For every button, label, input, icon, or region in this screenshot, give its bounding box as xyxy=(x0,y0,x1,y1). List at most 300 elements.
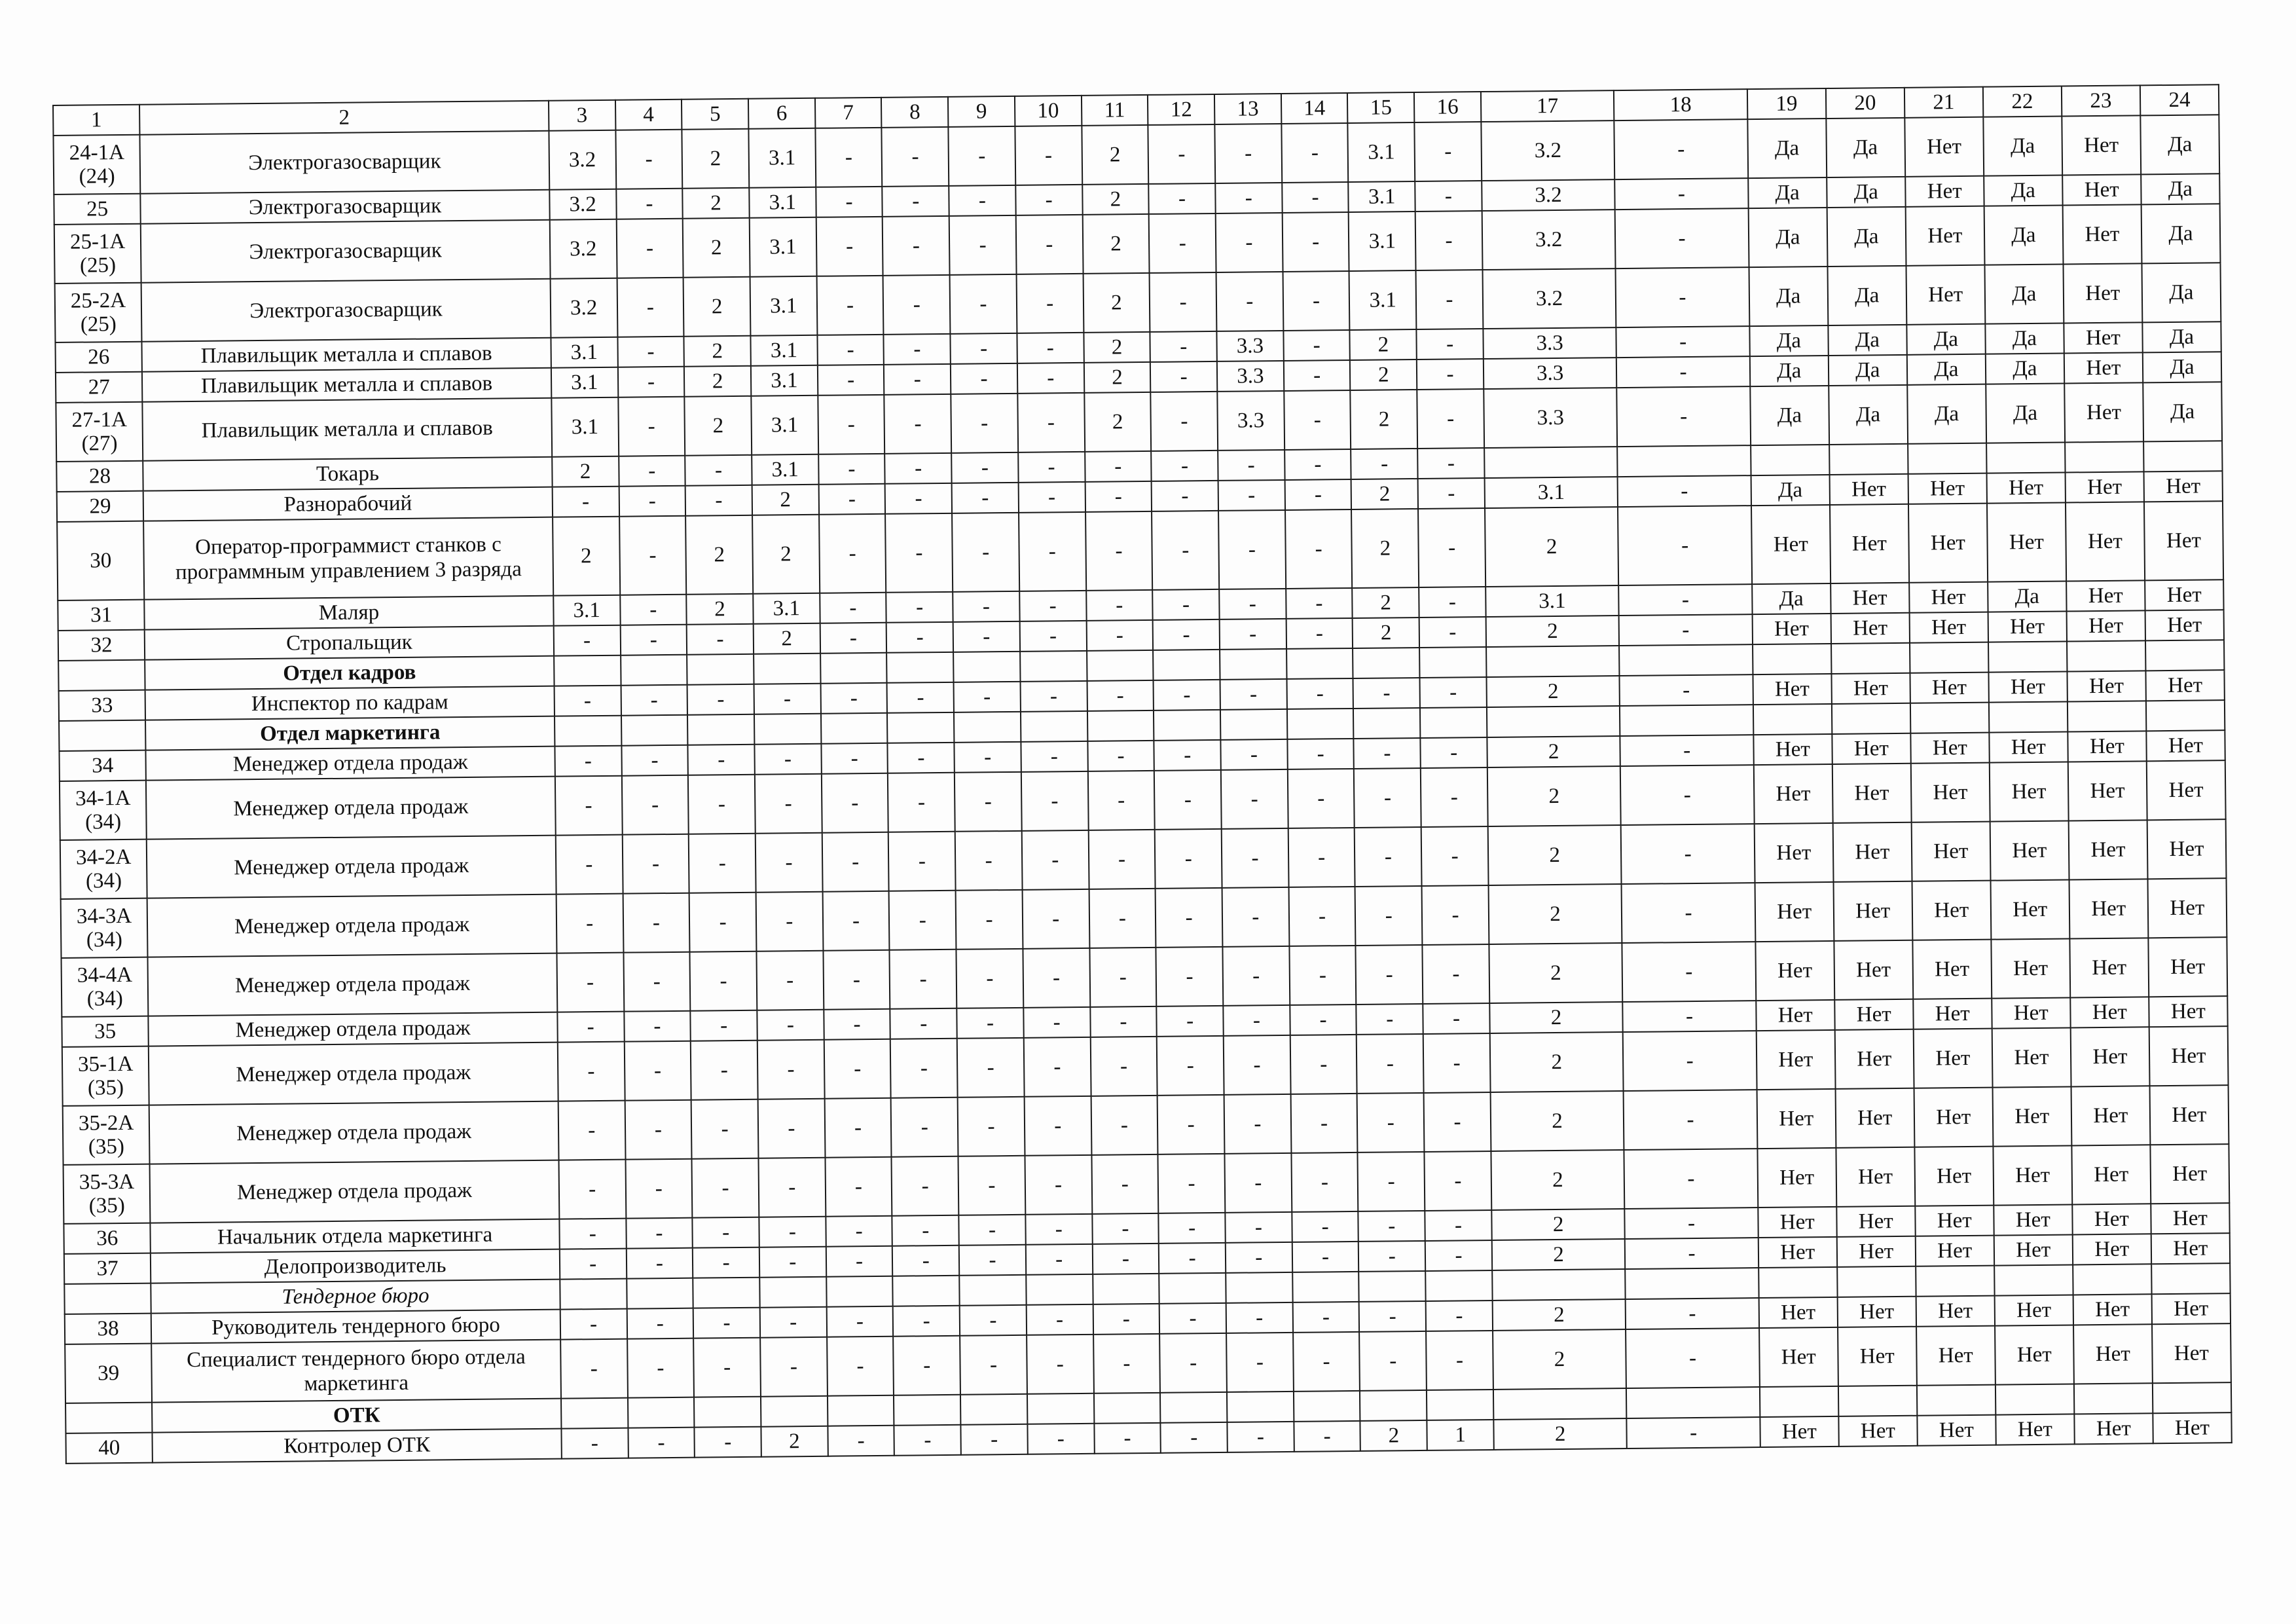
table-cell: - xyxy=(1285,479,1351,510)
table-cell: - xyxy=(1425,1151,1492,1211)
table-cell: - xyxy=(957,949,1024,1008)
table-cell: 3.1 xyxy=(551,397,619,457)
empty-cell xyxy=(821,713,888,744)
table-cell: - xyxy=(1622,942,1756,1002)
table-cell: - xyxy=(1086,620,1153,651)
table-cell: Нет xyxy=(1994,1234,2073,1265)
table-cell: - xyxy=(558,1101,625,1160)
table-cell: - xyxy=(1220,619,1286,650)
table-cell: - xyxy=(1151,392,1218,451)
row-number-cell: 26 xyxy=(55,342,142,373)
empty-cell xyxy=(693,1278,759,1308)
table-cell: - xyxy=(1421,767,1488,827)
table-cell: Да xyxy=(1984,265,2064,324)
table-cell: - xyxy=(1285,509,1353,589)
table-cell: Нет xyxy=(2062,174,2141,205)
empty-cell xyxy=(1988,642,2067,673)
table-cell: Да xyxy=(1985,323,2064,354)
table-cell: Да xyxy=(1748,208,1827,267)
table-cell: Нет xyxy=(1831,673,1910,704)
table-cell: 3.3 xyxy=(1217,361,1284,392)
empty-cell xyxy=(687,714,754,745)
table-cell: - xyxy=(555,776,623,836)
table-cell: - xyxy=(818,484,885,515)
table-cell: 2 xyxy=(1082,184,1149,215)
table-cell: - xyxy=(949,215,1017,275)
table-cell: - xyxy=(1356,945,1423,1005)
table-cell: Да xyxy=(2141,263,2221,322)
table-cell: - xyxy=(693,1338,761,1397)
table-cell: - xyxy=(685,455,752,486)
table-cell: - xyxy=(1426,1331,1493,1390)
table-cell: - xyxy=(693,1308,760,1338)
table-cell: - xyxy=(1425,1240,1492,1271)
header-cell-3: 3 xyxy=(549,100,615,131)
row-number-cell: 34-4А (34) xyxy=(62,957,149,1017)
table-cell: Нет xyxy=(1758,1207,1836,1238)
table-cell: - xyxy=(1093,1304,1159,1335)
table-cell xyxy=(1908,443,1986,474)
table-cell: - xyxy=(621,775,689,835)
table-cell: - xyxy=(1421,737,1487,768)
table-cell: - xyxy=(1285,449,1351,480)
position-name-cell: Менеджер отдела продаж xyxy=(148,953,557,1016)
position-name-cell: Инспектор по кадрам xyxy=(145,686,555,720)
table-cell: - xyxy=(1220,739,1287,770)
table-cell: - xyxy=(693,1217,759,1248)
header-cell-16: 16 xyxy=(1414,92,1481,122)
table-cell: - xyxy=(756,951,824,1010)
table-cell: Нет xyxy=(2151,1203,2230,1234)
header-cell-4: 4 xyxy=(615,100,682,130)
table-cell: - xyxy=(1152,481,1218,511)
table-cell: Нет xyxy=(2071,1086,2150,1145)
empty-cell xyxy=(960,1394,1027,1425)
empty-cell xyxy=(754,654,820,684)
empty-cell xyxy=(1294,1391,1360,1422)
table-cell: - xyxy=(1157,1006,1224,1037)
row-number-cell: 27 xyxy=(56,372,143,403)
header-cell-10: 10 xyxy=(1015,96,1082,126)
table-cell: Нет xyxy=(1911,822,1990,881)
table-cell: 3.1 xyxy=(553,595,620,626)
table-cell: Нет xyxy=(2147,878,2227,938)
table-cell: Нет xyxy=(2063,263,2142,323)
section-title-cell: Отдел кадров xyxy=(145,656,554,690)
empty-cell xyxy=(1226,1272,1292,1303)
table-cell: - xyxy=(1226,1333,1294,1392)
table-cell: 3.1 xyxy=(551,337,617,368)
table-cell xyxy=(1617,445,1751,477)
empty-cell xyxy=(1227,1392,1294,1422)
empty-cell xyxy=(1753,644,1831,674)
table-cell: - xyxy=(620,595,687,625)
table-cell: Нет xyxy=(2069,938,2149,997)
table-cell: - xyxy=(1027,1335,1094,1394)
table-cell: Нет xyxy=(1912,940,1992,999)
table-cell: 3.3 xyxy=(1216,331,1283,361)
table-cell: 3.3 xyxy=(1483,327,1616,359)
table-cell: - xyxy=(957,1038,1025,1098)
position-name-cell: Руководитель тендерного бюро xyxy=(151,1310,560,1344)
table-cell: - xyxy=(822,773,889,833)
table-cell: - xyxy=(882,127,949,187)
table-cell: 3.2 xyxy=(1482,179,1615,211)
table-cell: - xyxy=(816,187,883,217)
table-cell: - xyxy=(955,742,1021,773)
table-cell: Нет xyxy=(1756,1000,1834,1031)
empty-cell xyxy=(1425,1270,1492,1301)
table-cell: Нет xyxy=(1832,764,1912,823)
table-cell: Да xyxy=(2143,382,2222,441)
table-cell: - xyxy=(1623,1031,1757,1091)
position-name-cell: Электрогазосварщик xyxy=(140,131,549,194)
table-cell: 2 xyxy=(1488,884,1622,944)
table-cell: Да xyxy=(1986,384,2065,443)
empty-cell xyxy=(886,652,953,683)
table-cell: - xyxy=(1360,1331,1427,1391)
row-number-cell: 34-1А (34) xyxy=(60,781,147,840)
empty-cell xyxy=(826,1276,893,1307)
header-cell-12: 12 xyxy=(1148,94,1214,125)
table-cell: - xyxy=(1419,617,1486,648)
table-cell: - xyxy=(1292,1302,1359,1333)
position-name-cell: Плавильщик металла и сплавов xyxy=(142,368,551,402)
table-cell: - xyxy=(1015,126,1082,185)
table-cell: - xyxy=(1351,449,1418,479)
table-cell: Нет xyxy=(1909,612,1988,643)
table-cell: 2 xyxy=(683,188,750,219)
table-cell: Нет xyxy=(1905,206,1984,266)
table-cell: - xyxy=(615,130,683,189)
table-cell: - xyxy=(888,743,955,773)
empty-cell xyxy=(1292,1272,1359,1302)
row-number-cell: 32 xyxy=(58,630,145,661)
table-cell: - xyxy=(1087,741,1154,771)
table-cell: Нет xyxy=(2062,204,2141,264)
table-cell: 2 xyxy=(553,517,620,596)
table-cell: - xyxy=(1090,1006,1157,1037)
table-cell xyxy=(1986,443,2065,473)
header-cell-15: 15 xyxy=(1347,92,1414,123)
table-cell: Да xyxy=(1983,117,2062,176)
empty-cell xyxy=(555,716,621,747)
empty-cell xyxy=(1220,649,1286,680)
empty-cell xyxy=(1286,648,1353,679)
table-cell: 3.2 xyxy=(550,219,617,279)
table-cell: Нет xyxy=(1994,1295,2073,1325)
table-cell: - xyxy=(689,834,756,893)
table-cell: - xyxy=(1418,508,1485,587)
table-cell: Нет xyxy=(1759,1327,1838,1387)
table-cell: - xyxy=(623,893,690,953)
table-container xyxy=(52,84,2232,1464)
empty-cell xyxy=(2145,640,2225,671)
table-cell: - xyxy=(1221,769,1288,829)
table-cell: - xyxy=(893,1306,960,1337)
table-cell: 3.3 xyxy=(1484,358,1617,389)
table-cell: Нет xyxy=(1757,1089,1836,1149)
table-cell: - xyxy=(949,185,1015,216)
table-cell: - xyxy=(557,1012,624,1043)
table-cell: - xyxy=(886,622,953,653)
table-cell: Нет xyxy=(1758,1237,1836,1268)
table-cell: - xyxy=(1150,272,1217,332)
table-cell: - xyxy=(1148,124,1216,184)
table-cell: - xyxy=(1016,274,1084,333)
table-cell: - xyxy=(1620,674,1753,706)
position-name-cell: Плавильщик металла и сплавов xyxy=(143,398,552,461)
header-cell-2: 2 xyxy=(139,101,549,135)
position-name-cell: Менеджер отдела продаж xyxy=(147,895,556,957)
table-cell: - xyxy=(820,623,886,654)
table-cell: - xyxy=(1617,386,1751,447)
table-cell: Нет xyxy=(1832,822,1912,882)
table-cell: Да xyxy=(1826,118,1905,177)
position-name-cell: Оператор-программист станков с программным управлением 3 разряда xyxy=(143,517,553,600)
table-cell: - xyxy=(620,625,687,655)
table-cell: - xyxy=(1417,448,1484,479)
table-cell: - xyxy=(1149,213,1216,273)
table-cell: Да xyxy=(1827,266,1906,325)
table-cell: - xyxy=(883,275,951,335)
table-cell: - xyxy=(1214,124,1282,183)
table-cell: 3.1 xyxy=(1349,270,1417,330)
table-cell: Нет xyxy=(2143,471,2223,502)
section-title-cell: Тендерное бюро xyxy=(151,1280,560,1314)
table-cell: Да xyxy=(1747,119,1827,178)
table-cell: - xyxy=(617,367,684,397)
empty-cell xyxy=(1831,643,1910,674)
table-cell: - xyxy=(885,483,952,514)
table-cell: 2 xyxy=(1485,507,1619,587)
table-cell: - xyxy=(1226,1302,1293,1333)
table-cell: - xyxy=(1092,1213,1159,1244)
table-cell: - xyxy=(1355,827,1422,887)
table-cell: - xyxy=(820,593,886,623)
table-cell: - xyxy=(1618,475,1751,507)
table-cell: - xyxy=(754,684,820,714)
empty-cell xyxy=(554,655,621,686)
table-cell: Нет xyxy=(2062,115,2141,175)
section-number-cell xyxy=(64,1283,151,1314)
table-cell: 2 xyxy=(1083,273,1150,333)
table-cell: - xyxy=(1021,771,1089,831)
table-cell: Да xyxy=(1907,354,1986,385)
empty-cell xyxy=(687,654,754,685)
table-cell: Да xyxy=(2143,352,2222,382)
table-cell: Нет xyxy=(1906,265,1985,325)
table-cell: - xyxy=(627,1308,693,1339)
table-cell: - xyxy=(951,452,1018,483)
table-cell: - xyxy=(624,1041,691,1101)
table-cell: 2 xyxy=(1360,1420,1427,1451)
table-cell: - xyxy=(1159,1213,1226,1244)
table-cell: Нет xyxy=(1758,1297,1837,1328)
table-cell: Нет xyxy=(2064,352,2143,383)
table-cell: Нет xyxy=(1916,1296,1994,1327)
table-cell: - xyxy=(1088,830,1156,889)
header-cell-8: 8 xyxy=(881,97,948,128)
table-cell: - xyxy=(1354,768,1421,828)
table-cell: - xyxy=(818,365,884,396)
table-cell: Нет xyxy=(1751,505,1831,584)
empty-cell xyxy=(894,1395,960,1426)
header-cell-7: 7 xyxy=(815,98,882,128)
empty-cell xyxy=(1353,648,1419,678)
empty-cell xyxy=(1910,642,1988,673)
table-cell: Нет xyxy=(2067,671,2145,701)
table-cell: Да xyxy=(1988,581,2066,612)
table-cell: - xyxy=(892,1215,959,1246)
table-cell: - xyxy=(556,953,624,1012)
empty-cell xyxy=(1758,1267,1837,1298)
table-cell: - xyxy=(1423,1003,1489,1034)
position-name-cell: Менеджер отдела продаж xyxy=(149,1043,558,1105)
table-cell: - xyxy=(558,1042,625,1101)
table-cell: Нет xyxy=(2149,996,2228,1027)
table-cell: - xyxy=(826,1246,892,1277)
table-cell: Нет xyxy=(1990,762,2069,821)
table-cell: - xyxy=(1283,271,1350,331)
table-cell: - xyxy=(756,892,824,951)
table-cell: - xyxy=(1022,889,1089,949)
table-cell: 2 xyxy=(1492,1239,1626,1270)
table-cell: Нет xyxy=(1834,1029,1914,1089)
table-cell: Нет xyxy=(2149,1085,2229,1145)
table-cell: - xyxy=(1019,591,1086,621)
position-name-cell: Менеджер отдела продаж xyxy=(147,836,556,898)
table-cell: Нет xyxy=(1910,673,1988,703)
empty-cell xyxy=(1027,1393,1094,1424)
table-cell: - xyxy=(1158,1154,1226,1213)
header-cell-20: 20 xyxy=(1826,88,1904,119)
table-cell: - xyxy=(627,1338,695,1398)
table-cell: - xyxy=(1415,211,1483,270)
table-cell: Нет xyxy=(1757,1148,1836,1208)
table-cell: - xyxy=(1021,741,1087,772)
header-cell-11: 11 xyxy=(1081,95,1148,126)
table-cell: - xyxy=(959,1245,1026,1276)
table-cell: - xyxy=(1224,1153,1292,1213)
table-cell: Да xyxy=(1907,384,1986,444)
empty-cell xyxy=(2073,1264,2151,1295)
table-cell: - xyxy=(1422,885,1489,945)
table-cell: - xyxy=(619,456,685,487)
table-cell: - xyxy=(1152,511,1219,590)
table-cell: - xyxy=(624,1011,691,1042)
table-cell: 2 xyxy=(1353,618,1419,648)
empty-cell xyxy=(628,1397,695,1428)
table-cell: - xyxy=(1156,947,1224,1006)
empty-cell xyxy=(1917,1385,1995,1416)
table-cell: 2 xyxy=(752,485,819,515)
table-cell: - xyxy=(1015,185,1082,215)
table-cell: - xyxy=(689,893,757,952)
table-cell: - xyxy=(894,1336,961,1395)
table-cell: - xyxy=(1222,828,1289,888)
table-cell: Нет xyxy=(2066,580,2145,611)
table-cell: Нет xyxy=(1833,881,1912,941)
table-cell: - xyxy=(1025,1155,1092,1215)
table-cell: Нет xyxy=(1838,1416,1917,1447)
empty-cell xyxy=(1094,1393,1161,1424)
table-cell: - xyxy=(816,217,883,276)
table-cell: - xyxy=(1085,451,1152,482)
table-cell: 3.2 xyxy=(1482,268,1616,329)
table-cell: - xyxy=(695,1427,761,1458)
table-cell: - xyxy=(956,890,1023,950)
table-cell: - xyxy=(757,1010,824,1041)
table-cell: - xyxy=(759,1247,826,1278)
table-cell: - xyxy=(1627,1417,1760,1449)
table-cell: - xyxy=(887,682,954,713)
table-cell: Нет xyxy=(1993,1145,2072,1205)
table-cell: - xyxy=(1151,451,1218,481)
table-cell: Нет xyxy=(1992,1027,2071,1087)
table-cell: - xyxy=(1417,329,1484,360)
table-cell: - xyxy=(556,894,623,953)
table-cell: - xyxy=(1154,680,1220,710)
table-cell: - xyxy=(1225,1212,1292,1243)
table-cell: - xyxy=(1284,390,1351,450)
row-number-cell: 36 xyxy=(64,1223,151,1254)
row-number-cell: 29 xyxy=(57,491,144,522)
row-number-cell: 25 xyxy=(54,194,141,225)
table-cell: - xyxy=(883,216,950,276)
position-name-cell: Электрогазосварщик xyxy=(141,190,550,224)
header-cell-6: 6 xyxy=(748,98,815,129)
table-cell: Да xyxy=(2140,115,2219,174)
table-cell: - xyxy=(1149,183,1216,214)
table-cell: - xyxy=(1023,1007,1090,1038)
table-cell: Да xyxy=(1828,325,1906,356)
table-cell: - xyxy=(1091,1096,1158,1155)
empty-cell xyxy=(1910,703,1989,733)
table-cell: Нет xyxy=(1830,504,1909,583)
table-cell: - xyxy=(1152,589,1219,620)
table-cell: - xyxy=(1218,510,1286,589)
table-cell: Нет xyxy=(1986,473,2065,504)
position-name-cell: Менеджер отдела продаж xyxy=(146,747,555,781)
table-cell: - xyxy=(818,395,885,454)
table-cell: 2 xyxy=(685,396,752,456)
row-number-cell: 24-1А (24) xyxy=(53,135,140,194)
table-cell: Нет xyxy=(1905,176,1984,207)
table-cell: - xyxy=(556,835,623,895)
row-number-cell: 35 xyxy=(62,1016,149,1047)
table-cell: - xyxy=(1353,678,1420,709)
table-cell: - xyxy=(1614,119,1748,179)
table-cell: 2 xyxy=(761,1426,828,1457)
section-number-cell xyxy=(58,660,145,691)
table-cell: Нет xyxy=(1836,1206,1915,1237)
table-cell: Нет xyxy=(2068,761,2147,821)
table-body xyxy=(53,115,2231,1464)
table-cell: - xyxy=(1091,1154,1159,1214)
empty-cell xyxy=(959,1275,1026,1306)
header-cell-23: 23 xyxy=(2062,85,2140,116)
table-cell: - xyxy=(958,1156,1026,1215)
table-cell: 2 xyxy=(1491,1209,1625,1240)
table-cell: - xyxy=(1290,1035,1357,1094)
table-cell: - xyxy=(826,1216,892,1247)
table-cell: - xyxy=(1017,333,1084,363)
table-cell: 3.2 xyxy=(1481,120,1614,181)
table-cell: - xyxy=(1093,1334,1161,1393)
table-cell: - xyxy=(818,454,885,485)
table-cell: - xyxy=(1022,830,1089,890)
